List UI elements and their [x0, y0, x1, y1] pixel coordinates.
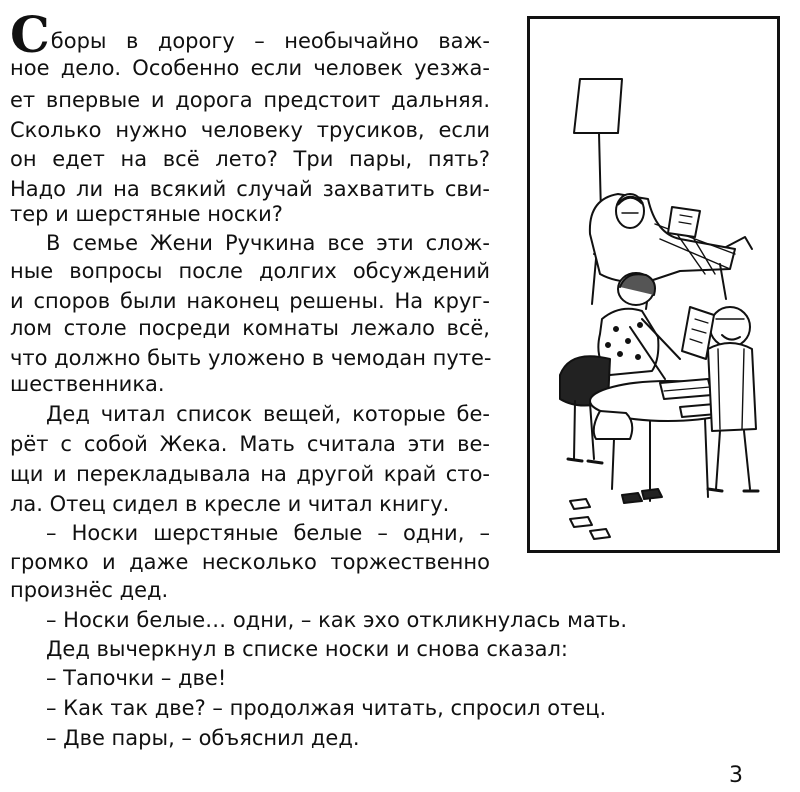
text-line: ное дело. Особенно если человек уезжа-	[10, 56, 490, 80]
text-line: Надо ли на всякий случай захватить сви-	[10, 177, 490, 201]
text-line: и споров были наконец решены. На круг-	[10, 289, 490, 313]
text-line: ные вопросы после долгих обсуждений	[10, 259, 490, 283]
armchair-drawing	[590, 194, 752, 309]
text-line: ет впервые и дорога предстоит дальняя.	[10, 88, 490, 112]
text-line: ла. Отец сидел в кресле и читал книгу.	[10, 492, 450, 516]
text-line: шественника.	[10, 372, 165, 396]
text-line: Сборы в дорогу – необычайно важ-	[10, 5, 490, 64]
shoes-drawing	[570, 489, 662, 539]
text-line: рёт с собой Жека. Мать считала эти ве-	[10, 432, 490, 456]
text-line: – Тапочки – две!	[46, 666, 227, 690]
text-line: лом столе посреди комнаты лежало всё,	[10, 316, 490, 340]
family-packing-illustration	[530, 19, 777, 550]
drop-cap: С	[10, 5, 50, 64]
text-line: щи и перекладывала на другой край сто-	[10, 462, 490, 486]
text-line: Дед читал список вещей, которые бе-	[46, 402, 490, 426]
text-line: Дед вычеркнул в списке носки и снова сказал:	[46, 637, 569, 661]
text-line: – Как так две? – продолжая читать, спросил отец.	[46, 696, 607, 720]
text-line: тер и шерстяные носки?	[10, 202, 283, 226]
page-number: 3	[729, 763, 743, 788]
text-line: В семье Жени Ручкина все эти слож-	[46, 231, 490, 255]
text-line: Сколько нужно человеку трусиков, если	[10, 118, 490, 142]
illustration-frame	[527, 16, 780, 553]
text-line: – Носки белые… одни, – как эхо откликнулась мать.	[46, 608, 628, 632]
text-line: громко и даже несколько торжественно	[10, 550, 490, 574]
text-line: он едет на всё лето? Три пары, пять?	[10, 147, 490, 171]
text-line: – Две пары, – объяснил дед.	[46, 726, 360, 750]
text-line: что должно быть уложено в чемодан путе-	[10, 346, 492, 370]
text-line: произнёс дед.	[10, 578, 169, 602]
text-line: – Носки шерстяные белые – одни, –	[46, 521, 490, 545]
